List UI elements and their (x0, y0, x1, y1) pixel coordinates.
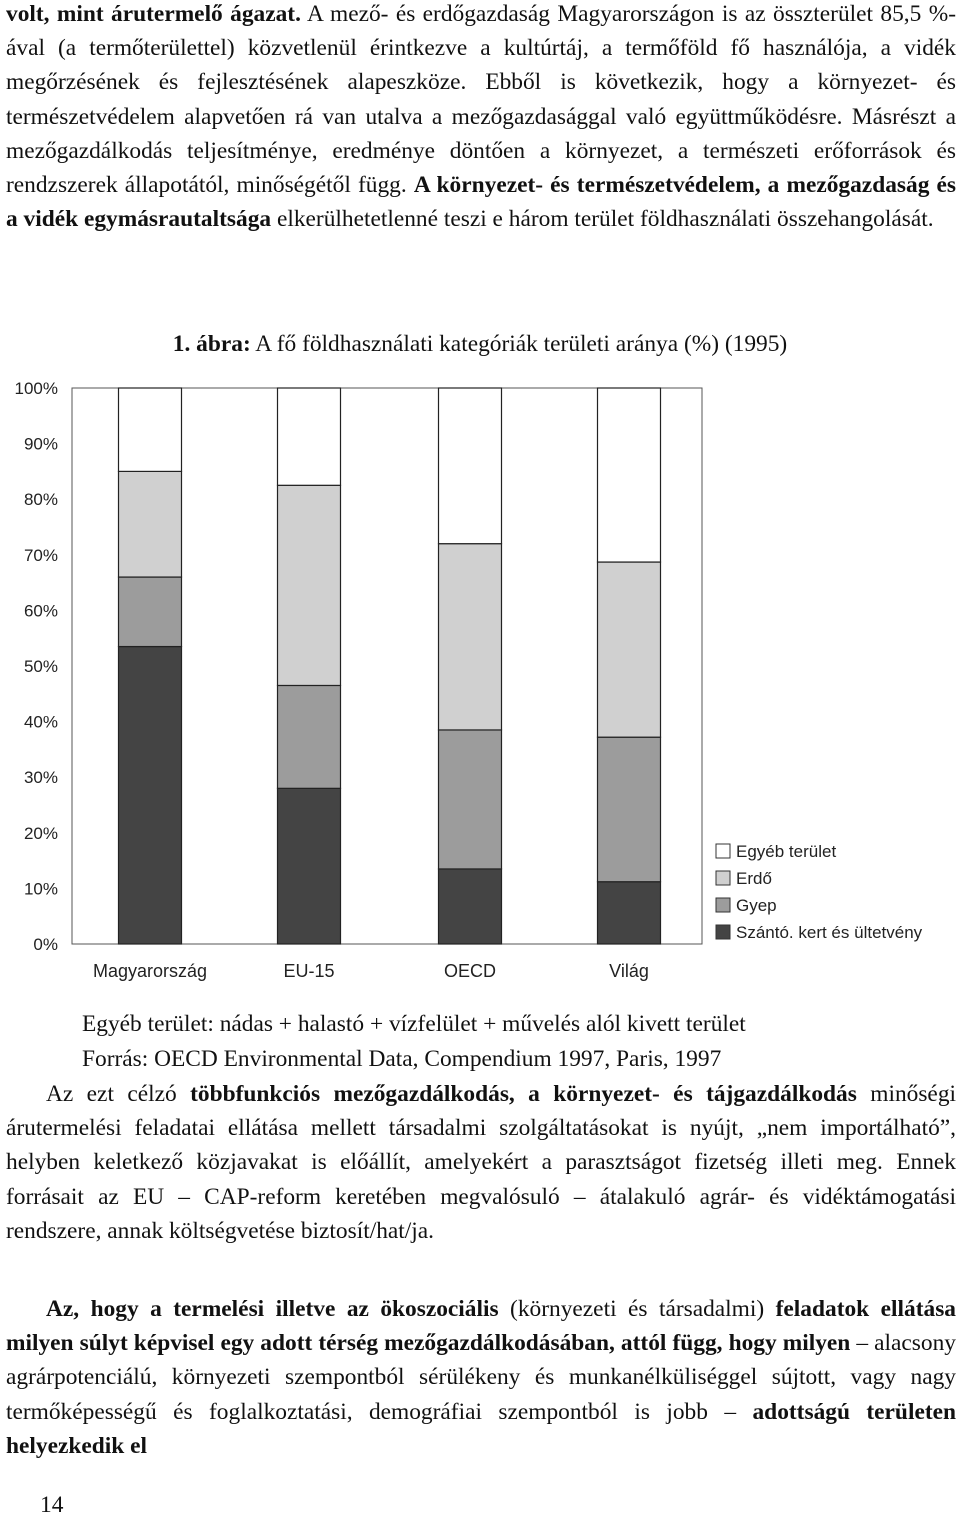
para2-run-0: Az ezt célzó (46, 1081, 191, 1107)
y-tick-label: 10% (23, 879, 58, 899)
bar-segment (439, 388, 502, 544)
bar-segment (439, 544, 502, 730)
para3-run-4: adottságú területen helyezkedik el (6, 1398, 957, 1459)
paragraph-ecosocial (6, 1292, 956, 1463)
figure-caption (0, 327, 960, 361)
para3-run-1: (környezeti és társadalmi) (498, 1296, 776, 1322)
x-category-label: Magyarország (92, 961, 208, 981)
para1-run-1: A mező- és erdőgazdaság Magyarországon is az összterület 85,5 %-ával (a termőterülettel) közvetlenül érintkezve a kultúrtáj, a termőföld fő használója, a vidék megőrzésének és fejlesztésének alapeszköze. Ebből is következik, hogy a környezet- és természetvédelem alapvetően rá van utalva a mezőgazdasággal való együttműködésre. Másrészt a mezőgazdálkodás teljesítménye, eredménye döntően a környezet, a természeti erőforrások és rendzszerek állapotától, minőségétől függ. (6, 1, 956, 199)
x-category-label: EU-15 (283, 961, 335, 981)
legend-swatch (716, 898, 730, 912)
bar-segment (439, 869, 502, 944)
figure-caption-text: A fő földhasználati kategóriák területi aránya (%) (1995) (250, 331, 788, 357)
bar-segment (278, 485, 341, 685)
chart-note: Egyéb terület: nádas + halastó + vízfelület + művelés alól kivett terület (82, 1011, 746, 1037)
y-tick-label: 30% (23, 768, 58, 788)
bar-segment (598, 388, 661, 562)
para3-run-0: Az, hogy a termelési illetve az ökoszociális (46, 1296, 499, 1322)
bar-segment (119, 647, 182, 944)
bar-segment (119, 388, 182, 471)
paragraph-multifunctional (6, 1077, 956, 1248)
legend-swatch (716, 871, 730, 885)
x-category-label: Világ (609, 961, 649, 981)
legend-swatch (716, 925, 730, 939)
para2-run-2: minőségi árutermelési feladatai ellátása mellett társadalmi szolgáltatásokat is nyújt, „nem importálható”, helyben keletkező közjavakat is előállít, amelyekért a parasztságot fizetség illeti meg. Ennek forrásait az EU – CAP-reform keretében megvalósuló – átalakuló agrár- és vidéktámogatási rendszere, annak költségvetése biztosít/hat/ja. (6, 1081, 957, 1244)
bar-segment (119, 577, 182, 647)
bar-segment (598, 562, 661, 737)
para1-run-0: volt, mint árutermelő ágazat. (6, 1, 301, 27)
y-tick-label: 0% (33, 935, 58, 954)
para3-run-2: feladatok ellátása milyen súlyt képvisel egy adott térség mezőgazdálkodásában, attól függ, hogy milyen (6, 1296, 956, 1357)
y-tick-label: 90% (23, 434, 58, 454)
legend-label: Gyep (736, 896, 777, 915)
bar-segment (119, 471, 182, 577)
bar-segment (278, 685, 341, 788)
bar-segment (598, 737, 661, 882)
stacked-bar-chart (0, 360, 960, 1000)
legend-label: Erdő (736, 869, 772, 888)
legend-label: Egyéb terület (736, 842, 837, 861)
y-tick-label: 100% (14, 379, 58, 398)
figure-label: 1. ábra: (172, 331, 251, 357)
page-number: 14 (40, 1492, 64, 1518)
chart-source: Forrás: OECD Environmental Data, Compendium 1997, Paris, 1997 (82, 1046, 722, 1072)
y-tick-label: 50% (23, 657, 58, 676)
legend-label: Szántó. kert és ültetvény (736, 923, 923, 942)
y-tick-label: 70% (23, 545, 58, 565)
legend-swatch (716, 844, 730, 858)
y-tick-label: 60% (23, 601, 58, 621)
bar-segment (278, 388, 341, 485)
para2-run-1: többfunkciós mezőgazdálkodás, a környezet- és tájgazdálkodás (190, 1081, 857, 1107)
para1-run-2: A környezet- és természetvédelem, a mezőgazdaság és a vidék egymásrautaltsága (6, 172, 956, 233)
y-tick-label: 40% (23, 712, 58, 732)
bar-segment (598, 882, 661, 944)
bar-segment (278, 788, 341, 944)
para3-run-3: – alacsony agrárpotenciálú, környezeti szempontból sérülékeny és munkanélküliséggel sújtott, vagy nagy termőképességű és foglalkoztatási, demográfiai szempontból is jobb – (6, 1330, 956, 1425)
x-category-label: OECD (443, 961, 497, 981)
para1-run-3: elkerülhetetlenné teszi e három terület földhasználati összehangolását. (271, 206, 934, 233)
y-tick-label: 80% (23, 490, 58, 510)
y-tick-label: 20% (23, 823, 58, 843)
paragraph-intro (6, 0, 956, 236)
bar-segment (439, 730, 502, 869)
